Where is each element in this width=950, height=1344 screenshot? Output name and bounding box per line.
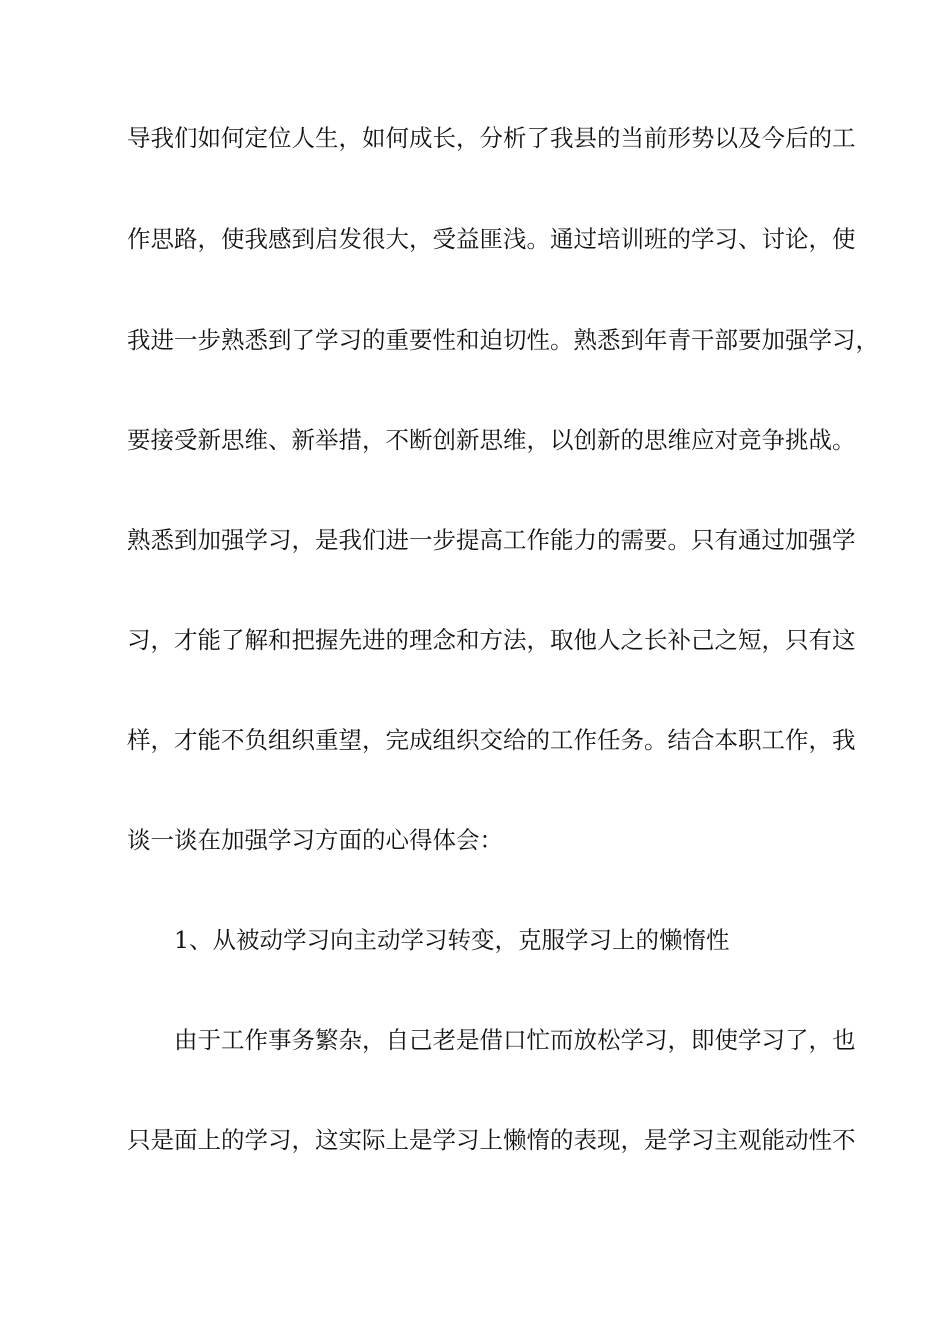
paragraph-line: 由于工作事务繁杂，自己老是借口忙而放松学习，即使学习了，也 bbox=[174, 1026, 856, 1054]
paragraph-line: 我进一步熟悉到了学习的重要性和迫切性。熟悉到年青干部要加强学习， bbox=[127, 326, 879, 354]
paragraph-line: 样，才能不负组织重望，完成组织交给的工作任务。结合本职工作，我 bbox=[127, 726, 856, 754]
paragraph-line: 要接受新思维、新举措，不断创新思维，以创新的思维应对竞争挑战。 bbox=[127, 426, 856, 454]
paragraph-line: 导我们如何定位人生，如何成长，分析了我县的当前形势以及今后的工 bbox=[127, 124, 856, 152]
paragraph-line: 熟悉到加强学习，是我们进一步提高工作能力的需要。只有通过加强学 bbox=[127, 526, 856, 554]
paragraph-line: 只是面上的学习，这实际上是学习上懒惰的表现，是学习主观能动性不 bbox=[127, 1126, 856, 1154]
section-heading: 1、从被动学习向主动学习转变，克服学习上的懒惰性 bbox=[174, 926, 730, 954]
paragraph-line: 习，才能了解和把握先进的理念和方法，取他人之长补己之短，只有这 bbox=[127, 626, 856, 654]
paragraph-line: 作思路，使我感到启发很大，受益匪浅。通过培训班的学习、讨论，使 bbox=[127, 225, 856, 253]
paragraph-line: 谈一谈在加强学习方面的心得体会： bbox=[127, 826, 503, 854]
